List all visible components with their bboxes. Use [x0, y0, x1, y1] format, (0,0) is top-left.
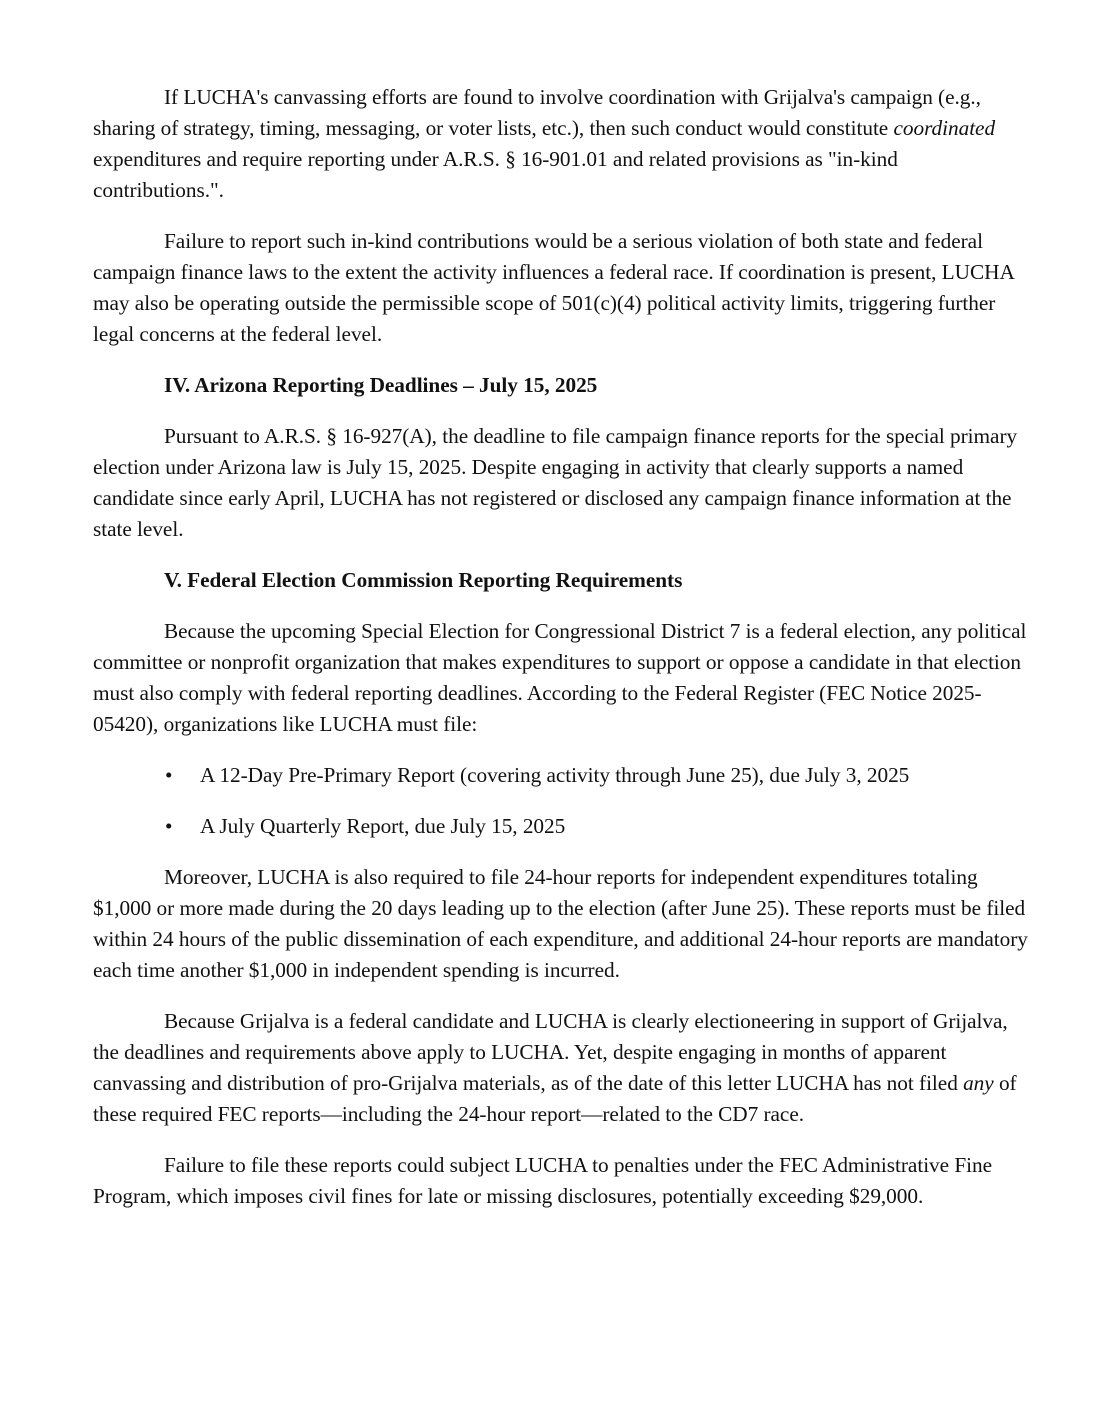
paragraph-grijalva-federal-candidate	[93, 1006, 1028, 1130]
emphasis-text: any	[963, 1071, 994, 1095]
list-item	[93, 811, 1028, 842]
list-item-text: A 12-Day Pre-Primary Report (covering activity through June 25), due July 3, 2025	[200, 763, 910, 787]
paragraph-text: of these required FEC reports—including the 24-hour report—related to the CD7 race.	[93, 1071, 1017, 1126]
paragraph-arizona-deadline: Pursuant to A.R.S. § 16-927(A), the deadline to file campaign finance reports for the special primary election under Arizona law is July 15, 2025. Despite engaging in activity that clearly supports a named candidate since early April, LUCHA has not registered or disclosed any campaign finance information at the state level.	[93, 424, 1018, 541]
paragraph-text: Because Grijalva is a federal candidate and LUCHA is clearly electioneering in support of Grijalva, the deadlines and requirements above apply to LUCHA. Yet, despite engaging in months of apparent canvassing and distribution of pro-Grijalva materials, as of the date of this letter LUCHA has not filed	[93, 1009, 1008, 1095]
bullet-icon: •	[165, 814, 173, 838]
list-item-text: A July Quarterly Report, due July 15, 2025	[200, 814, 566, 838]
bullet-icon: •	[165, 763, 173, 787]
paragraph-24-hour-reports: Moreover, LUCHA is also required to file 24-hour reports for independent expenditures totaling $1,000 or more made during the 20 days leading up to the election (after June 25). These reports must be filed within 24 hours of the public dissemination of each expenditure, and additional 24-hour reports are mandatory each time another $1,000 in independent spending is incurred.	[93, 865, 1028, 982]
paragraph-penalties: Failure to file these reports could subject LUCHA to penalties under the FEC Administrative Fine Program, which imposes civil fines for late or missing disclosures, potentially exceeding $29,000.	[93, 1153, 992, 1208]
document-page	[93, 82, 1028, 1232]
paragraph-text: If LUCHA's canvassing efforts are found to involve coordination with Grijalva's campaign (e.g., sharing of strategy, timing, messaging, or voter lists, etc.), then such conduct would constitute	[93, 85, 981, 140]
paragraph-coordination	[93, 82, 1028, 206]
paragraph-failure-to-report: Failure to report such in-kind contributions would be a serious violation of both state and federal campaign finance laws to the extent the activity influences a federal race. If coordination is present, LUCHA may also be operating outside the permissible scope of 501(c)(4) political activity limits, triggering further legal concerns at the federal level.	[93, 229, 1014, 346]
paragraph-federal-requirements: Because the upcoming Special Election for Congressional District 7 is a federal election, any political committee or nonprofit organization that makes expenditures to support or oppose a candidate in that election must also comply with federal reporting deadlines. According to the Federal Register (FEC Notice 2025-05420), organizations like LUCHA must file:	[93, 619, 1027, 736]
section-heading-v: V. Federal Election Commission Reporting Requirements	[164, 568, 683, 592]
paragraph-text: expenditures and require reporting under A.R.S. § 16-901.01 and related provisions as "in-kind contributions.".	[93, 147, 898, 202]
section-heading-iv: IV. Arizona Reporting Deadlines – July 15, 2025	[164, 373, 598, 397]
list-item	[93, 760, 1028, 791]
reports-list	[93, 760, 1028, 842]
emphasis-text: coordinated	[893, 116, 996, 140]
